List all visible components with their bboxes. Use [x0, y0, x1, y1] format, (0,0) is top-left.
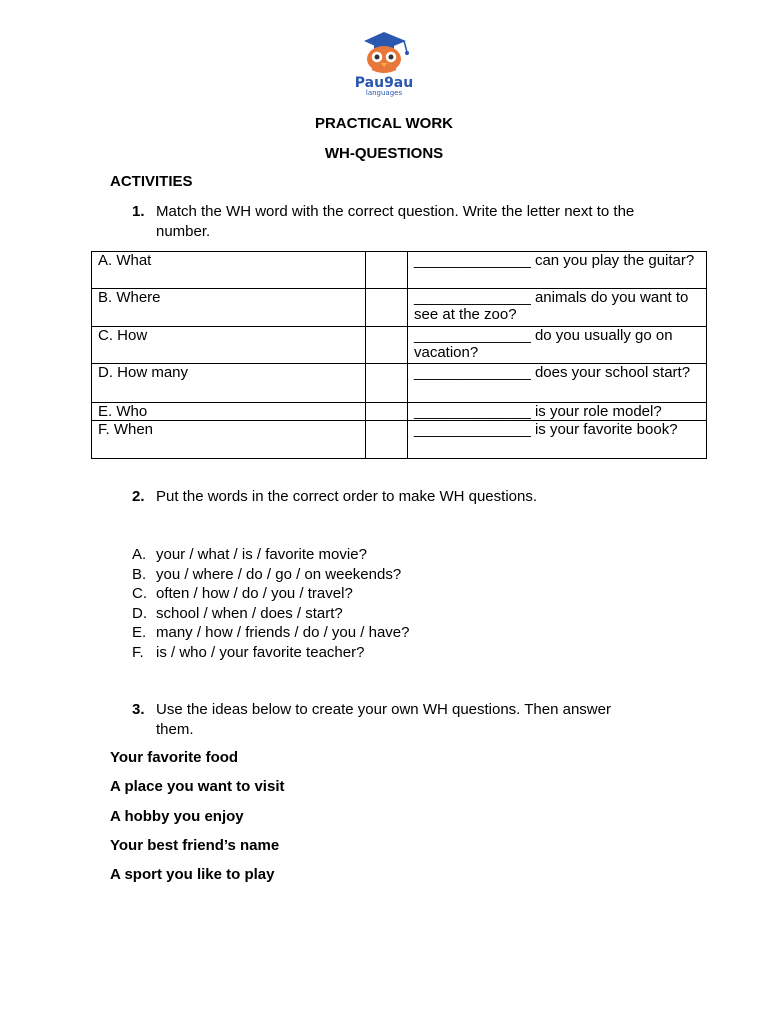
- question-cell: ______________ does your school start?: [408, 364, 707, 403]
- table-row: [92, 252, 707, 289]
- idea-item: Your favorite food: [110, 749, 239, 766]
- page-title: PRACTICAL WORK: [314, 115, 454, 132]
- page-subtitle: WH-QUESTIONS: [324, 145, 444, 162]
- question-cell: ______________ do you usually go on vacation?: [408, 327, 707, 364]
- answer-cell[interactable]: [366, 327, 408, 364]
- wh-word: D. How many: [92, 364, 366, 403]
- answer-cell[interactable]: [366, 364, 408, 403]
- item-letter: C.: [132, 585, 147, 602]
- item-text: is / who / your favorite teacher?: [156, 643, 365, 661]
- table-row: [92, 421, 707, 459]
- table-row: [92, 327, 707, 364]
- wh-word: F. When: [92, 421, 366, 459]
- answer-cell[interactable]: [366, 403, 408, 421]
- question-3: [132, 700, 652, 739]
- table-row: [92, 289, 707, 327]
- activities-heading: ACTIVITIES: [110, 173, 193, 190]
- item-text: often / how / do / you / travel?: [156, 585, 353, 602]
- answer-cell[interactable]: [366, 289, 408, 327]
- brand-name: Pau9au: [354, 75, 414, 91]
- idea-item: A sport you like to play: [110, 866, 275, 883]
- list-item: [132, 565, 409, 585]
- question-2: [132, 487, 652, 507]
- matching-table: [91, 251, 707, 459]
- question-cell: ______________ is your favorite book?: [408, 421, 707, 459]
- item-letter: E.: [132, 624, 147, 641]
- item-letter: F.: [132, 643, 144, 661]
- brand-tagline: languages: [365, 89, 403, 97]
- table-row: [92, 364, 707, 403]
- wh-word: C. How: [92, 327, 366, 364]
- answer-cell[interactable]: [366, 421, 408, 459]
- question-cell: ______________ is your role model?: [408, 403, 707, 421]
- question-instruction: Put the words in the correct order to make WH questions.: [156, 488, 537, 505]
- list-item: [132, 643, 409, 663]
- question-number: 1.: [132, 203, 145, 220]
- idea-item: A hobby you enjoy: [110, 808, 244, 825]
- wh-word: B. Where: [92, 289, 366, 327]
- question-number: 2.: [132, 488, 145, 505]
- idea-item: Your best friend’s name: [110, 837, 280, 854]
- question-cell: ______________ animals do you want to see at the zoo?: [408, 289, 707, 327]
- answer-cell[interactable]: [366, 252, 408, 289]
- item-text: your / what / is / favorite movie?: [156, 546, 367, 563]
- question-instruction: Use the ideas below to create your own WH questions. Then answer them.: [156, 701, 611, 738]
- question-instruction: Match the WH word with the correct question. Write the letter next to the number.: [156, 203, 635, 240]
- list-item: [132, 604, 409, 624]
- list-item: [132, 623, 409, 643]
- wh-word: E. Who: [92, 403, 366, 421]
- item-text: many / how / friends / do / you / have?: [156, 624, 410, 641]
- item-letter: D.: [132, 604, 147, 622]
- item-text: school / when / does / start?: [156, 604, 343, 622]
- item-text: you / where / do / go / on weekends?: [156, 565, 402, 583]
- item-letter: B.: [132, 565, 147, 583]
- question-number: 3.: [132, 701, 145, 718]
- question-1: [132, 202, 652, 241]
- word-order-list: [132, 545, 409, 662]
- idea-item: A place you want to visit: [110, 778, 285, 795]
- list-item: [132, 545, 409, 565]
- question-cell: ______________ can you play the guitar?: [408, 252, 707, 289]
- wh-word: A. What: [92, 252, 366, 289]
- table-row: [92, 403, 707, 421]
- list-item: [132, 584, 409, 604]
- item-letter: A.: [132, 546, 147, 563]
